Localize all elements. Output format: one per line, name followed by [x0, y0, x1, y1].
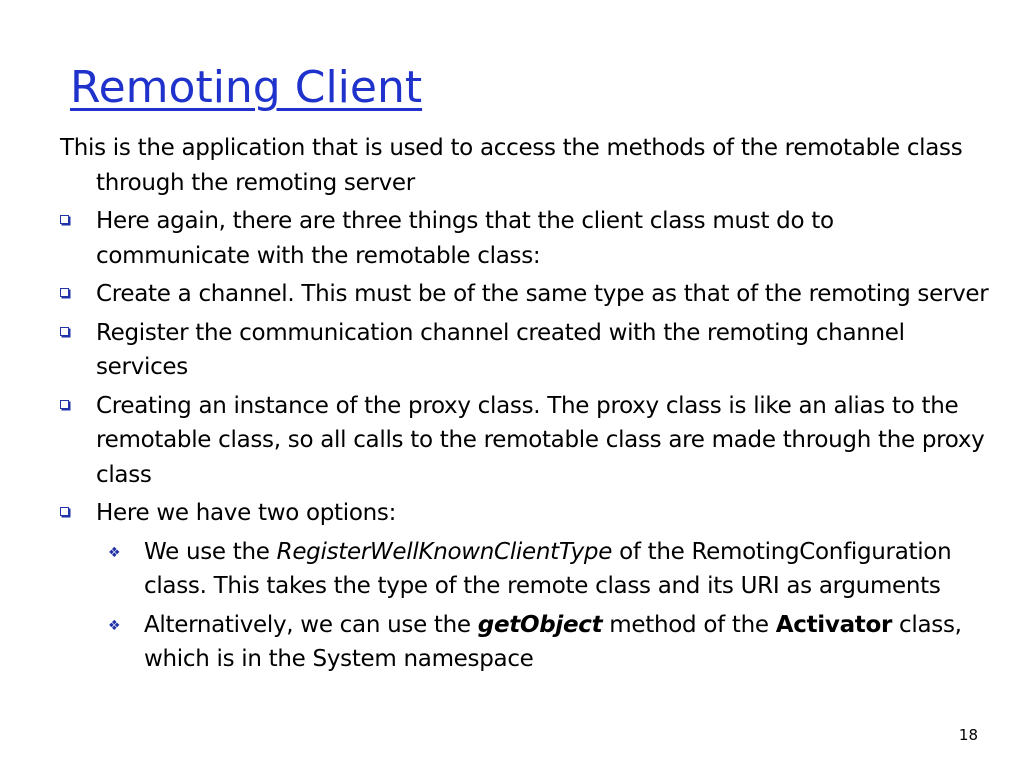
bullet-item: [60, 277, 990, 312]
hollow-square-bullet-icon: [60, 400, 69, 409]
bullet-item: [60, 316, 990, 385]
bullet-text: Creating an instance of the proxy class. The proxy class is like an alias to the remotable class, so all calls to the remotable class are made through the proxy class: [96, 392, 985, 488]
hollow-square-bullet-icon: [60, 215, 69, 224]
sub-bullet-text-before: Alternatively, we can use the: [144, 611, 478, 638]
bullet-text: Here we have two options:: [96, 500, 397, 526]
diamond-ornament-icon: ❖: [108, 544, 121, 561]
bullet-item: [60, 496, 990, 531]
slide-body: [60, 131, 990, 681]
sub-bullet-emphasis: RegisterWellKnownClientType: [276, 538, 613, 565]
sub-bullet-item: [108, 608, 990, 677]
sub-bullet-text-after: of the RemotingConfiguration class. This takes the type of the remote class and its URI as arguments: [144, 538, 952, 599]
page-number: 18: [958, 726, 978, 744]
sub-bullet-text-middle: method of the: [602, 611, 776, 638]
bullet-item: [60, 204, 990, 273]
hollow-square-bullet-icon: [60, 288, 69, 297]
bullet-text: Register the communication channel created with the remoting channel services: [96, 319, 905, 380]
sub-bullet-text-after: class, which is in the System namespace: [144, 611, 962, 672]
slide-title: Remoting Client: [70, 62, 423, 113]
bullet-text: Here again, there are three things that the client class must do to communicate with the remotable class:: [96, 208, 834, 269]
sub-bullet-item: [108, 535, 990, 604]
intro-paragraph: This is the application that is used to access the methods of the remotable class through the remoting server: [60, 135, 963, 196]
bullet-item: [60, 389, 990, 493]
sub-bullet-emphasis: getObject: [477, 611, 603, 638]
bullet-text: Create a channel. This must be of the same type as that of the remoting server: [96, 281, 989, 307]
hollow-square-bullet-icon: [60, 507, 69, 516]
sub-bullet-strong: Activator: [775, 611, 893, 638]
hollow-square-bullet-icon: [60, 327, 69, 336]
diamond-ornament-icon: ❖: [108, 617, 121, 634]
sub-bullet-text-before: We use the: [144, 538, 277, 565]
